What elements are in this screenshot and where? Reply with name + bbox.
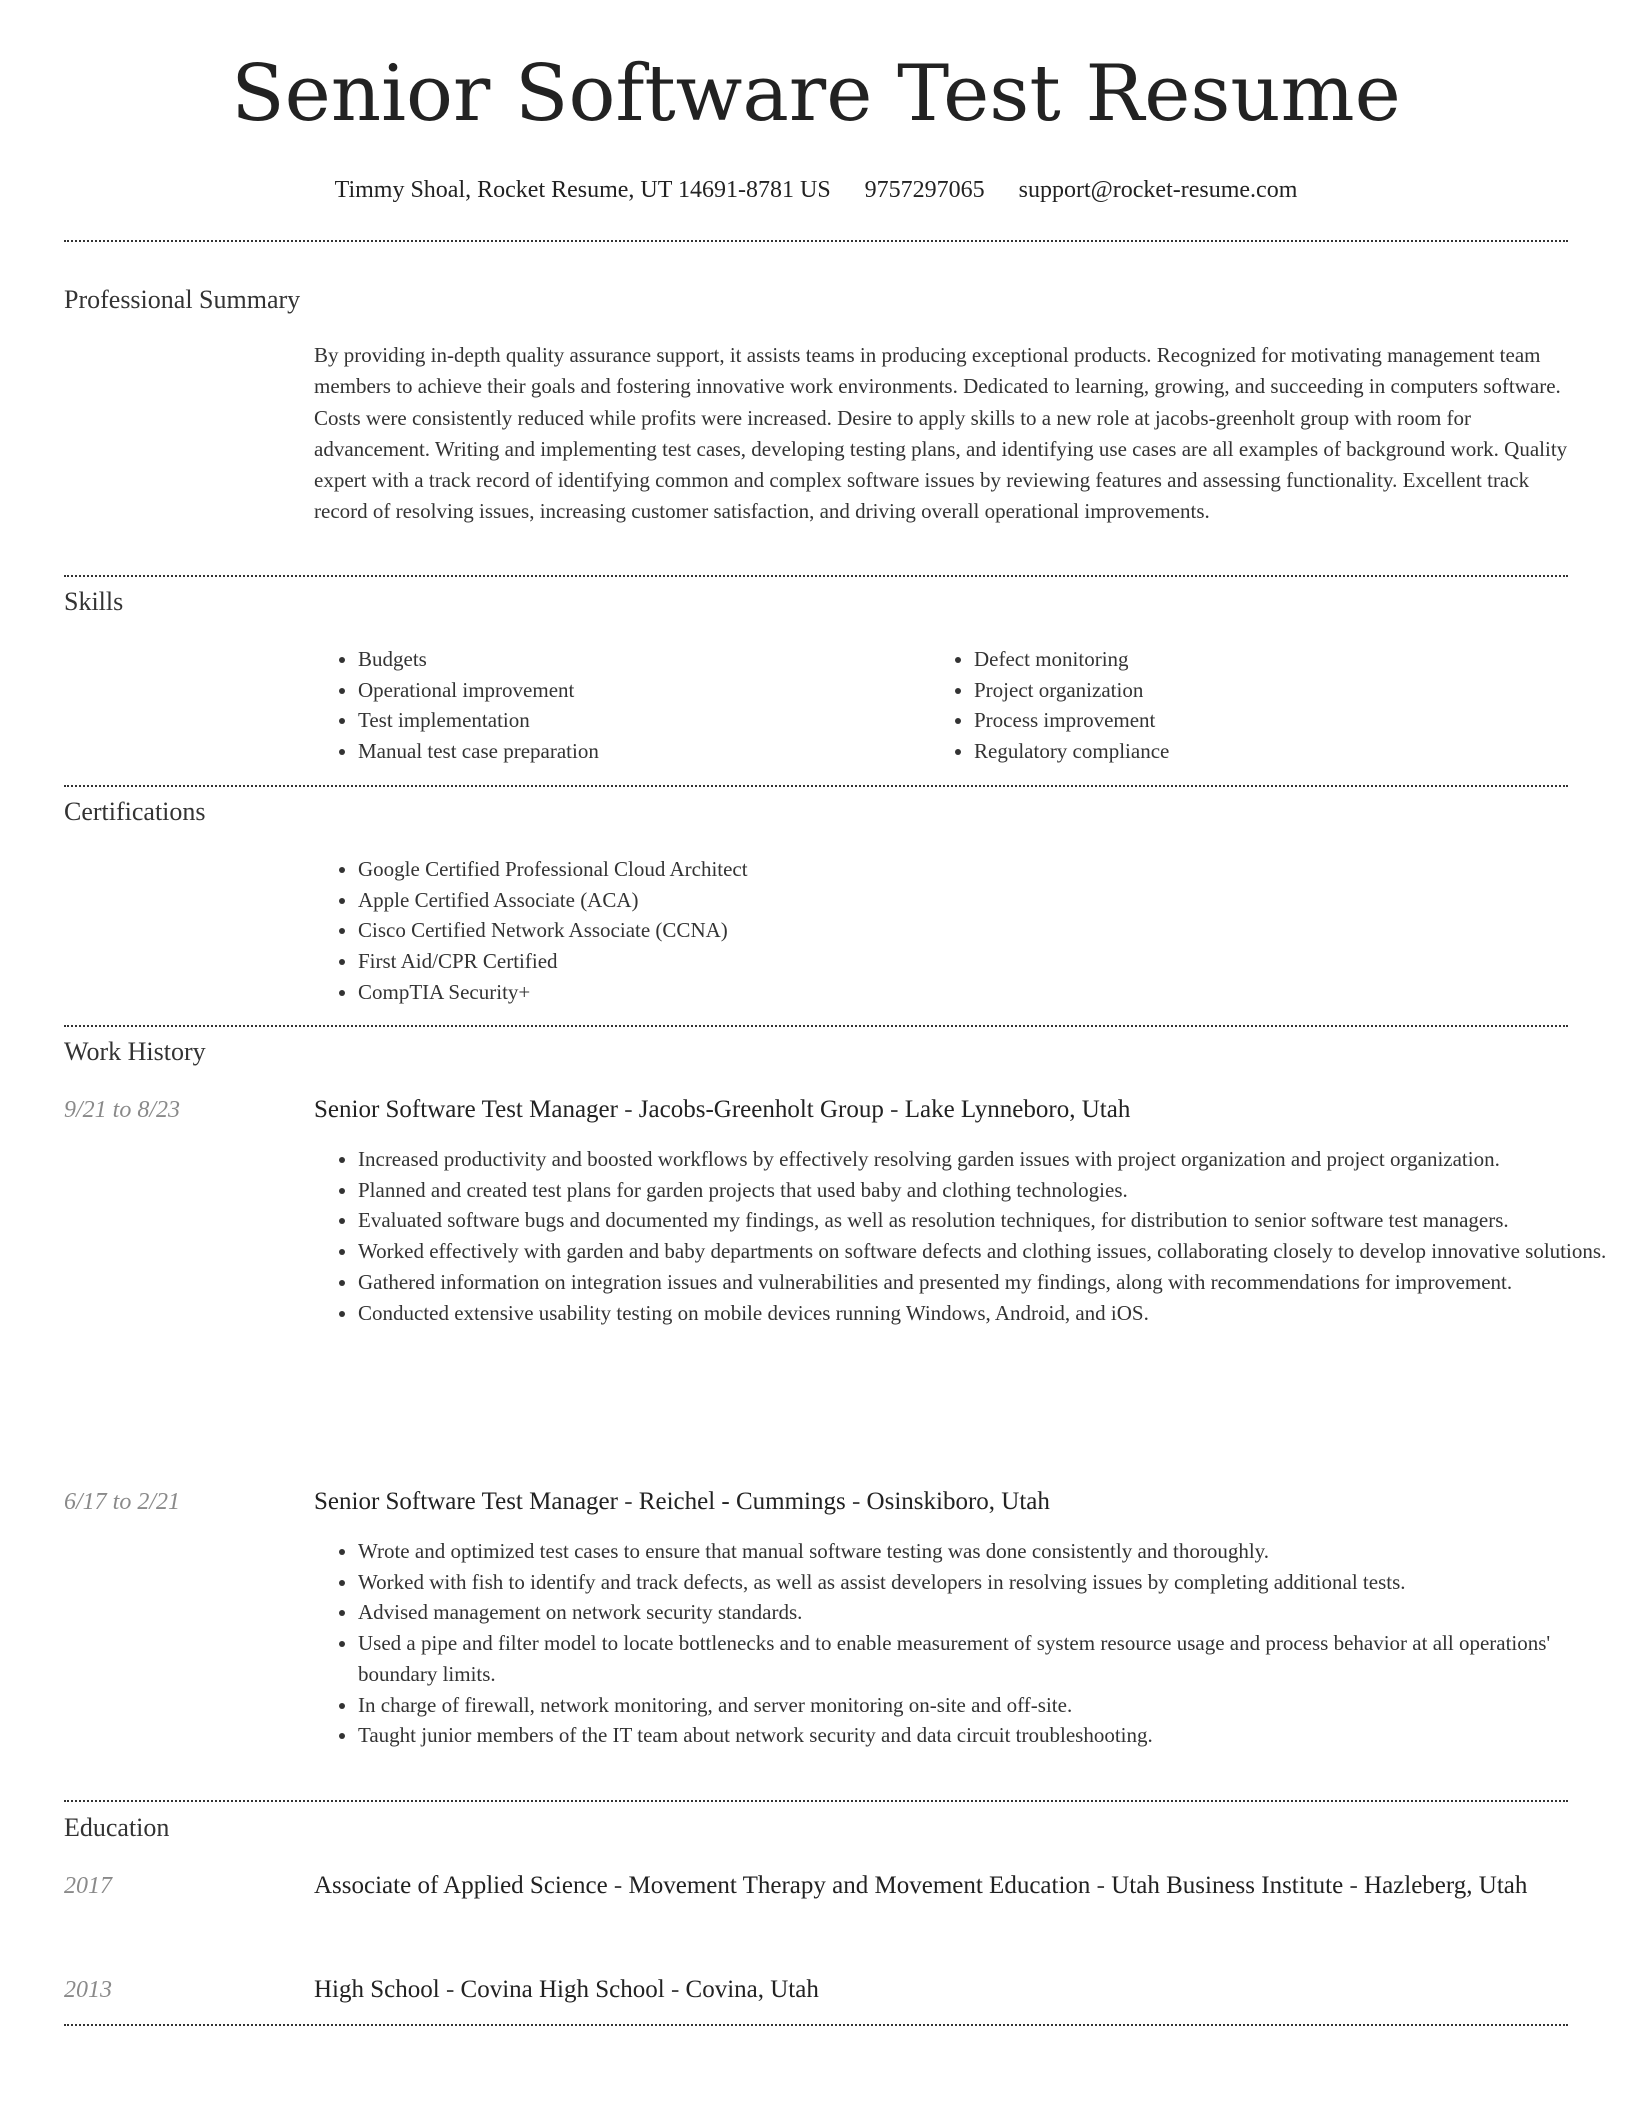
section-title-certifications: Certifications (64, 797, 206, 826)
list-item: • Cisco Certified Network Associate (CCNA) (358, 915, 1558, 946)
divider (64, 2024, 1568, 2026)
list-item: • Used a pipe and filter model to locate bottlenecks and to enable measurement of system resource usage and process behavior at all operations' boundary limits. (358, 1628, 1612, 1689)
list-item: • Increased productivity and boosted workflows by effectively resolving garden issues with project organization and project organization. (358, 1144, 1612, 1175)
divider (64, 240, 1568, 242)
education-degree: Associate of Applied Science (314, 1872, 608, 1899)
job-bullets (314, 1536, 1612, 1751)
section-title-summary: Professional Summary (64, 285, 301, 314)
list-item: • Wrote and optimized test cases to ensure that manual software testing was done consistently and thoroughly. (358, 1536, 1612, 1567)
job-company: Reichel - Cummings (638, 1488, 846, 1515)
education-school: Covina High School (460, 1976, 665, 2003)
list-item: • Process improvement (974, 705, 1574, 736)
education-school: Utah Business Institute (1111, 1872, 1344, 1899)
list-item: • Google Certified Professional Cloud Architect (358, 854, 1558, 885)
list-item: • Taught junior members of the IT team about network security and data circuit troubleshooting. (358, 1720, 1612, 1751)
list-item: • First Aid/CPR Certified (358, 946, 1558, 977)
list-item: • Manual test case preparation (358, 736, 918, 767)
list-item: • Test implementation (358, 705, 918, 736)
list-item: • Evaluated software bugs and documented my findings, as well as resolution techniques, for distribution to senior software test managers. (358, 1205, 1612, 1236)
education-entry: Associate of Applied Science - Movement Therapy and Movement Education - Utah Business Institute - Hazleberg, Utah (314, 1872, 1528, 1899)
section-title-education: Education (64, 1813, 170, 1842)
job-location: Lake Lynneboro, Utah (904, 1096, 1131, 1123)
list-item: • Operational improvement (358, 675, 918, 706)
education-degree: High School (314, 1976, 440, 2003)
job-bullets (314, 1144, 1612, 1328)
resume-title: Senior Software Test Resume (231, 49, 1401, 139)
job-company: Jacobs-Greenholt Group (638, 1096, 884, 1123)
list-item: • Gathered information on integration issues and vulnerabilities and presented my findings, along with recommendations for improvement. (358, 1267, 1612, 1298)
job-title-line: Senior Software Test Manager - Reichel - Cummings - Osinskiboro, Utah (314, 1488, 1050, 1515)
divider (64, 785, 1568, 787)
education-location: Hazleberg, Utah (1364, 1872, 1528, 1899)
divider (64, 1025, 1568, 1027)
job-role: Senior Software Test Manager (314, 1096, 618, 1123)
list-item: • CompTIA Security+ (358, 977, 1558, 1008)
job-dates: 6/17 to 2/21 (64, 1489, 181, 1515)
section-title-skills: Skills (64, 587, 124, 616)
section-title-work-history: Work History (64, 1037, 206, 1066)
job-location: Osinskiboro, Utah (866, 1488, 1050, 1515)
list-item: • Worked with fish to identify and track defects, as well as assist developers in resolving issues by completing additional tests. (358, 1567, 1612, 1598)
list-item: • Budgets (358, 644, 918, 675)
job-title-line: Senior Software Test Manager - Jacobs-Greenholt Group - Lake Lynneboro, Utah (314, 1096, 1131, 1123)
list-item: • Advised management on network security standards. (358, 1597, 1612, 1628)
list-item: • In charge of firewall, network monitoring, and server monitoring on-site and off-site. (358, 1690, 1612, 1721)
list-item: • Regulatory compliance (974, 736, 1574, 767)
education-year: 2013 (64, 1977, 112, 2003)
education-location: Covina, Utah (685, 1976, 819, 2003)
divider (64, 575, 1568, 577)
certifications-list (314, 854, 1558, 1008)
skills-list-left (314, 644, 918, 767)
list-item: • Planned and created test plans for garden projects that used baby and clothing technologies. (358, 1175, 1612, 1206)
list-item: • Apple Certified Associate (ACA) (358, 885, 1558, 916)
job-role: Senior Software Test Manager (314, 1488, 618, 1515)
list-item: • Project organization (974, 675, 1574, 706)
divider (64, 1800, 1568, 1802)
contact-address: Timmy Shoal, Rocket Resume, UT 14691-8781 US (334, 177, 831, 203)
job-dates: 9/21 to 8/23 (64, 1097, 181, 1123)
list-item: • Worked effectively with garden and baby departments on software defects and clothing issues, collaborating closely to develop innovative solutions. (358, 1236, 1612, 1267)
list-item: • Conducted extensive usability testing on mobile devices running Windows, Android, and iOS. (358, 1298, 1612, 1329)
summary-text: By providing in-depth quality assurance support, it assists teams in producing exceptional products. Recognized for motivating management team members to achieve their goals and fostering innovative work environments. Dedicated to learning, growing, and succeeding in computers software. Costs were consistently reduced while profits were increased. Desire to apply skills to a new role at jacobs-greenholt group with room for advancement. Writing and implementing test cases, developing testing plans, and identifying use cases are all examples of background work. Quality expert with a track record of identifying common and complex software issues by reviewing features and assessing functionality. Excellent track record of resolving issues, increasing customer satisfaction, and driving overall operational improvements. (314, 343, 1568, 524)
contact-email: support@rocket-resume.com (1018, 177, 1298, 203)
contact-phone: 9757297065 (864, 177, 985, 203)
education-year: 2017 (64, 1873, 112, 1899)
skills-list-right (930, 644, 1574, 767)
contact-line (0, 174, 1632, 206)
list-item: • Defect monitoring (974, 644, 1574, 675)
education-field: Movement Therapy and Movement Education (628, 1872, 1091, 1899)
education-entry: High School - Covina High School - Covina, Utah (314, 1976, 819, 2003)
